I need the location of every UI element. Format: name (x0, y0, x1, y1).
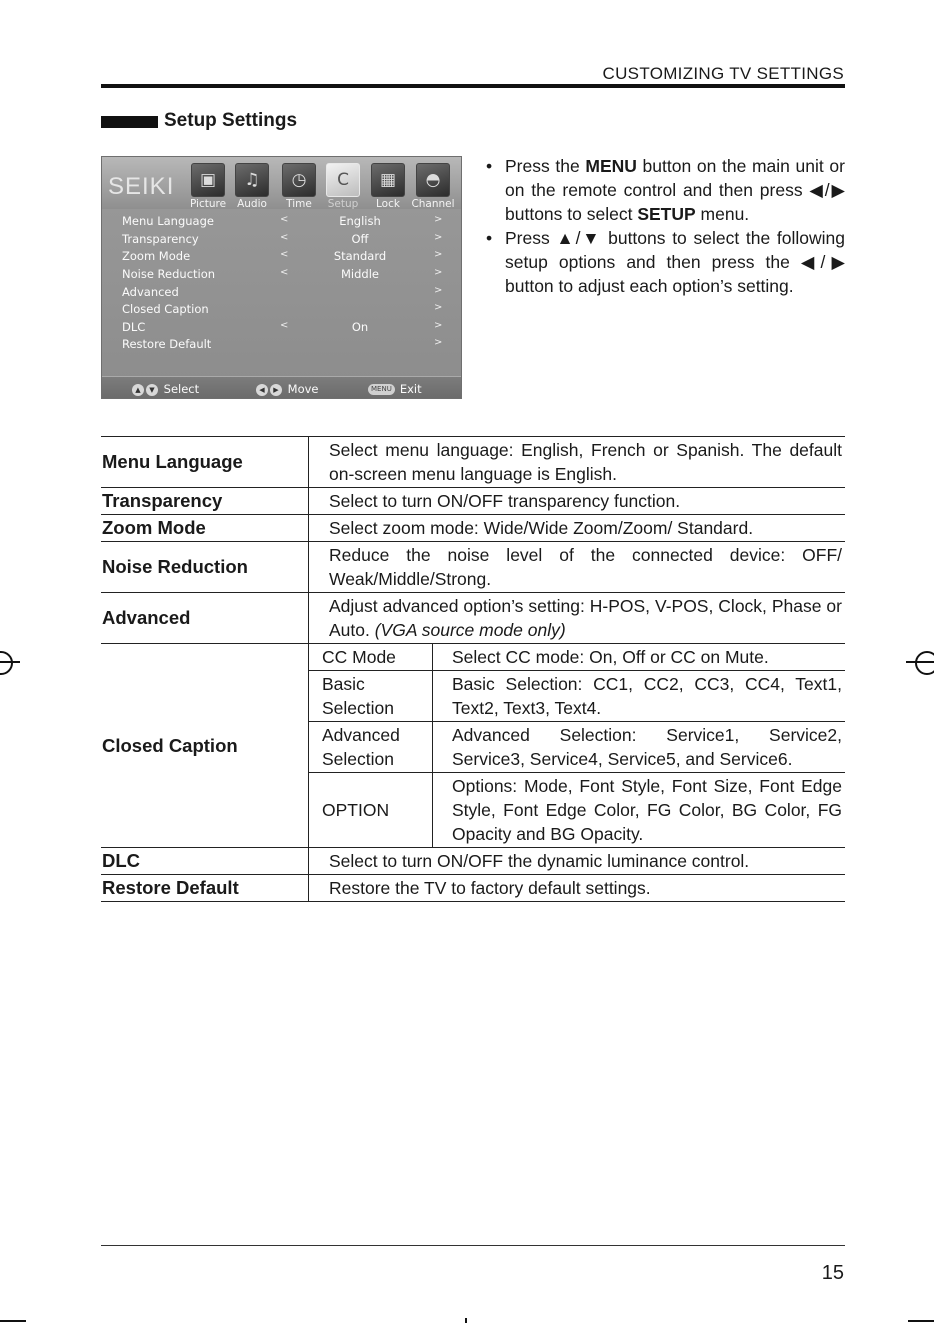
tv-tab-audio[interactable] (230, 161, 274, 209)
tv-menu-row-name: Advanced (122, 285, 179, 299)
tv-tab-lock[interactable] (366, 161, 410, 209)
instruction-bullet-1 (486, 154, 845, 226)
tv-menu-row-restore-default[interactable] (102, 337, 461, 354)
setting-name: Restore Default (101, 875, 309, 902)
select-hint (132, 382, 199, 396)
setting-name: Noise Reduction (101, 542, 309, 593)
crop-mark-bottom-left (0, 1320, 26, 1322)
tv-menu-row-name: Closed Caption (122, 302, 209, 316)
down-button-icon: ▼ (146, 384, 158, 396)
bullet-text: Press the (505, 156, 586, 176)
tv-tab-setup[interactable] (321, 161, 365, 209)
setting-description: Select to turn ON/OFF the dynamic luminance control. (309, 848, 846, 875)
satellite-dish-icon: ◓ (416, 163, 450, 197)
tv-menu-row-advanced[interactable] (102, 285, 461, 302)
setting-description: Restore the TV to factory default settings. (309, 875, 846, 902)
setting-description: Select zoom mode: Wide/Wide Zoom/Zoom/ Standard. (309, 515, 846, 542)
setup-icon: C (326, 163, 360, 197)
tv-menu-row-closed-caption[interactable] (102, 302, 461, 319)
right-arrow-icon[interactable]: > (434, 337, 443, 348)
crop-mark-bottom-center (465, 1318, 467, 1323)
table-row (101, 488, 845, 515)
lock-icon: ▦ (371, 163, 405, 197)
page-header-title: CUSTOMIZING TV SETTINGS (602, 64, 844, 83)
right-arrow-icon[interactable]: > (434, 285, 443, 296)
table-row (101, 542, 845, 593)
tv-tab-label: Setup (327, 198, 359, 210)
tv-setup-menu-screenshot (101, 156, 462, 399)
section-title: Setup Settings (164, 110, 298, 131)
setting-name: DLC (101, 848, 309, 875)
right-arrow-icon[interactable]: > (434, 302, 443, 313)
select-hint-label: Select (163, 382, 200, 396)
right-arrow-icon[interactable]: > (434, 249, 443, 260)
tv-menu-row-dlc[interactable] (102, 320, 461, 337)
header-rule (101, 84, 845, 88)
setting-description: Reduce the noise level of the connected device: OFF/ Weak/Middle/Strong. (309, 542, 846, 593)
tv-menu-row-name: Restore Default (122, 337, 212, 351)
tv-tab-label: Lock (376, 198, 400, 210)
table-row (101, 437, 845, 488)
instruction-bullet-2 (486, 226, 845, 298)
tv-menu-row-name: Zoom Mode (122, 249, 191, 263)
tv-menu-footer (102, 376, 461, 399)
table-row (101, 644, 845, 671)
setup-settings-table (101, 436, 845, 902)
left-button-icon: ◀ (256, 384, 268, 396)
sub-setting-name: CC Mode (309, 644, 433, 671)
tv-tab-label: Audio (237, 198, 267, 210)
clock-icon: ◷ (282, 163, 316, 197)
seiki-logo: SEIKI (108, 173, 175, 200)
setup-keyword: SETUP (637, 204, 696, 224)
sub-setting-name: Advanced Selection (309, 722, 433, 773)
page-number: 15 (821, 1262, 844, 1284)
sub-setting-name: Basic Selection (309, 671, 433, 722)
sub-setting-description: Options: Mode, Font Style, Font Size, Font Edge Style, Font Edge Color, FG Color, BG Color, FG Opacity and BG Opacity. (433, 773, 846, 848)
tv-menu-row-menu-language[interactable] (102, 214, 461, 231)
left-arrow-icon[interactable]: < (280, 232, 289, 243)
menu-keyword: MENU (585, 156, 637, 176)
tv-menu-row-value: Standard (333, 249, 387, 263)
table-row (101, 593, 845, 644)
bullet-text: Press ▲/▼ buttons to select the following setup options and then press the ◀/▶ button to adjust each option’s setting. (505, 228, 845, 296)
tv-tab-label: Channel (411, 198, 455, 210)
sub-setting-description: Select CC mode: On, Off or CC on Mute. (433, 644, 846, 671)
sub-setting-description: Advanced Selection: Service1, Service2, Service3, Service4, Service5, and Service6. (433, 722, 846, 773)
vga-note: (VGA source mode only) (374, 620, 566, 640)
exit-hint (368, 382, 422, 396)
tv-tab-time[interactable] (277, 161, 321, 209)
setting-description (309, 593, 846, 644)
registration-mark-left (0, 642, 20, 682)
right-arrow-icon[interactable]: > (434, 214, 443, 225)
audio-icon: ♫ (235, 163, 269, 197)
tv-menu-row-zoom-mode[interactable] (102, 249, 461, 266)
tv-tab-picture[interactable] (186, 161, 230, 209)
tv-tab-label: Picture (189, 198, 227, 210)
section-marker-bar (101, 116, 158, 128)
tv-menu-row-name: Transparency (122, 232, 199, 246)
move-hint (256, 382, 319, 396)
setting-name: Transparency (101, 488, 309, 515)
setting-name: Advanced (101, 593, 309, 644)
bullet-dot: • (486, 156, 493, 176)
setting-name: Menu Language (101, 437, 309, 488)
tv-menu-row-transparency[interactable] (102, 232, 461, 249)
sub-setting-description: Basic Selection: CC1, CC2, CC3, CC4, Text1, Text2, Text3, Text4. (433, 671, 846, 722)
bullet-text: button on the main unit or on the remote control and then press ◀/▶ buttons to select (505, 156, 845, 224)
tv-tab-label: Time (286, 198, 312, 210)
crop-mark-bottom-right (908, 1320, 934, 1322)
setting-description: Select menu language: English, French or Spanish. The default on-screen menu language is English. (309, 437, 846, 488)
tv-menu-row-name: Noise Reduction (122, 267, 216, 281)
bullet-text: menu. (695, 204, 750, 224)
bullet-dot: • (486, 228, 493, 248)
picture-icon: ▣ (191, 163, 225, 197)
tv-menu-row-value: Middle (341, 267, 379, 281)
left-arrow-icon[interactable]: < (280, 214, 289, 225)
sub-setting-name: OPTION (309, 773, 433, 848)
right-arrow-icon[interactable]: > (434, 232, 443, 243)
left-arrow-icon[interactable]: < (280, 320, 289, 331)
registration-mark-right (906, 642, 934, 682)
move-hint-label: Move (287, 382, 319, 396)
right-arrow-icon[interactable]: > (434, 267, 443, 278)
setting-description: Select to turn ON/OFF transparency function. (309, 488, 846, 515)
setting-name: Zoom Mode (101, 515, 309, 542)
tv-menu-row-noise-reduction[interactable] (102, 267, 461, 284)
right-arrow-icon[interactable]: > (434, 320, 443, 331)
tv-menu-row-value: On (351, 320, 369, 334)
tv-menu-row-value: English (339, 214, 381, 228)
setting-name: Closed Caption (101, 644, 309, 848)
left-arrow-icon[interactable]: < (280, 249, 289, 260)
right-button-icon: ▶ (270, 384, 282, 396)
footer-rule (101, 1245, 845, 1246)
instruction-bullets (486, 154, 845, 298)
tv-menu-row-value: Off (351, 232, 369, 246)
table-row (101, 515, 845, 542)
tv-tab-channel[interactable] (411, 161, 455, 209)
menu-key-icon: MENU (368, 384, 395, 395)
setting-description-text: Adjust advanced option’s setting: H-POS, V-POS, Clock, Phase or Auto. (329, 596, 842, 640)
table-row (101, 848, 845, 875)
table-row (101, 875, 845, 902)
tv-menu-row-name: Menu Language (122, 214, 214, 228)
up-button-icon: ▲ (132, 384, 144, 396)
left-arrow-icon[interactable]: < (280, 267, 289, 278)
tv-menu-row-name: DLC (122, 320, 146, 334)
exit-hint-label: Exit (399, 382, 422, 396)
